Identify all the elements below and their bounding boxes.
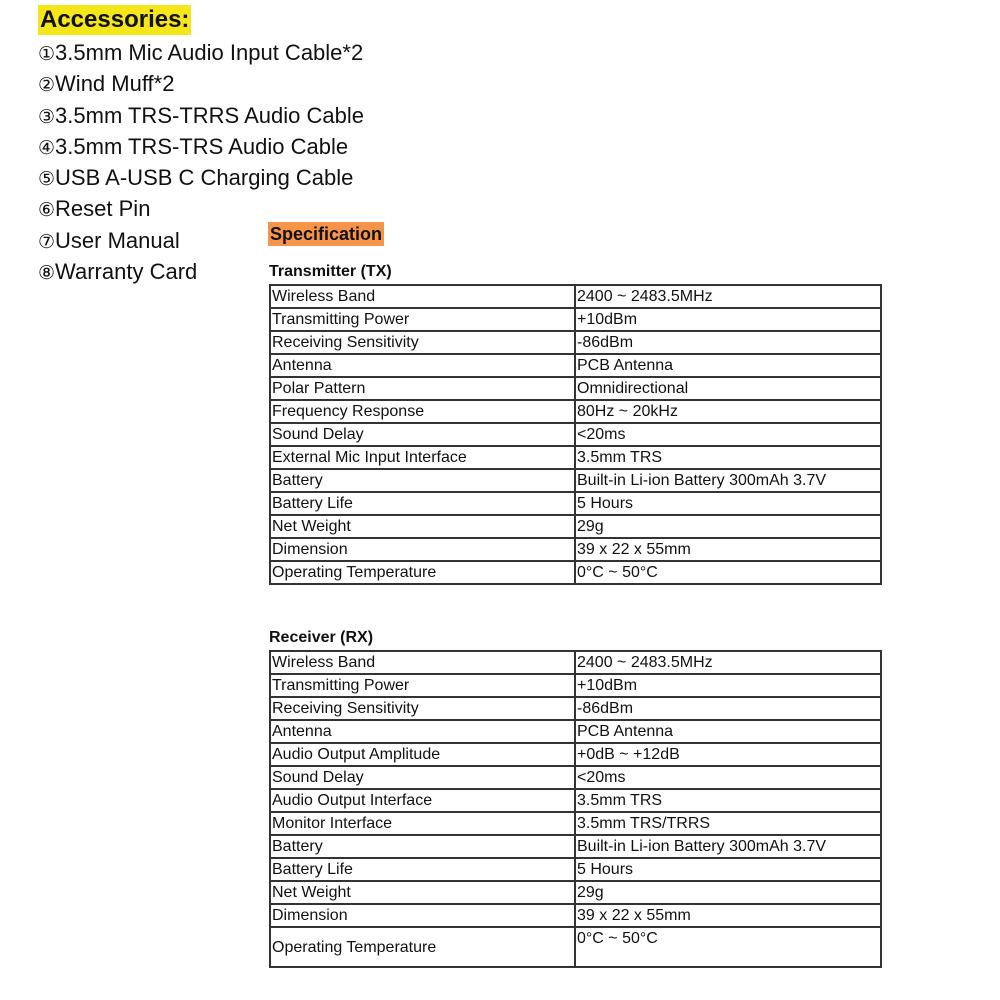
receiver-spec-table <box>269 650 882 968</box>
spec-value: 0°C ~ 50°C <box>575 561 881 584</box>
table-row <box>270 697 881 720</box>
accessories-list <box>38 38 364 288</box>
table-row <box>270 858 881 881</box>
spec-value: 29g <box>575 881 881 904</box>
spec-value: <20ms <box>575 766 881 789</box>
spec-key: Audio Output Interface <box>270 789 575 812</box>
spec-value: Built-in Li-ion Battery 300mAh 3.7V <box>575 469 881 492</box>
table-row <box>270 331 881 354</box>
spec-key: Receiving Sensitivity <box>270 697 575 720</box>
table-row <box>270 377 881 400</box>
spec-key: Transmitting Power <box>270 308 575 331</box>
spec-key: Frequency Response <box>270 400 575 423</box>
table-row <box>270 927 881 967</box>
spec-value: Built-in Li-ion Battery 300mAh 3.7V <box>575 835 881 858</box>
spec-key: Transmitting Power <box>270 674 575 697</box>
spec-key: Dimension <box>270 538 575 561</box>
table-row <box>270 651 881 674</box>
spec-value: Omnidirectional <box>575 377 881 400</box>
table-row <box>270 515 881 538</box>
table-row <box>270 674 881 697</box>
table-row <box>270 835 881 858</box>
list-item <box>38 163 364 194</box>
table-row <box>270 720 881 743</box>
transmitter-spec-table <box>269 284 882 585</box>
item-label: 3.5mm TRS-TRRS Audio Cable <box>55 102 364 128</box>
item-number: ② <box>38 74 56 97</box>
spec-key: Sound Delay <box>270 766 575 789</box>
table-row <box>270 904 881 927</box>
item-label: Reset Pin <box>55 196 151 222</box>
spec-key: Operating Temperature <box>270 927 575 967</box>
item-label: Warranty Card <box>55 259 198 285</box>
spec-value: PCB Antenna <box>575 354 881 377</box>
spec-key: Wireless Band <box>270 651 575 674</box>
item-number: ⑤ <box>38 168 56 191</box>
list-item <box>38 69 364 100</box>
spec-value: 29g <box>575 515 881 538</box>
spec-value: 3.5mm TRS <box>575 789 881 812</box>
spec-key: Net Weight <box>270 881 575 904</box>
spec-key: Antenna <box>270 354 575 377</box>
table-row <box>270 354 881 377</box>
spec-key: Receiving Sensitivity <box>270 331 575 354</box>
spec-key: Antenna <box>270 720 575 743</box>
spec-key: External Mic Input Interface <box>270 446 575 469</box>
table-row <box>270 743 881 766</box>
table-row <box>270 492 881 515</box>
spec-value: 5 Hours <box>575 858 881 881</box>
spec-value: 0°C ~ 50°C <box>575 927 881 967</box>
spec-key: Battery Life <box>270 858 575 881</box>
table-row <box>270 308 881 331</box>
table-row <box>270 789 881 812</box>
item-number: ③ <box>38 105 56 128</box>
item-number: ⑦ <box>38 230 56 253</box>
spec-value: 2400 ~ 2483.5MHz <box>575 651 881 674</box>
table-row <box>270 766 881 789</box>
item-label: 3.5mm TRS-TRS Audio Cable <box>55 133 349 159</box>
spec-value: +10dBm <box>575 308 881 331</box>
spec-value: 3.5mm TRS/TRRS <box>575 812 881 835</box>
item-label: 3.5mm Mic Audio Input Cable*2 <box>55 40 364 65</box>
spec-key: Sound Delay <box>270 423 575 446</box>
specification-title: Specification <box>270 224 383 244</box>
spec-value: 39 x 22 x 55mm <box>575 904 881 927</box>
table-row <box>270 446 881 469</box>
list-item <box>38 38 364 69</box>
spec-key: Polar Pattern <box>270 377 575 400</box>
table-row <box>270 423 881 446</box>
item-label: Wind Muff*2 <box>55 71 175 97</box>
table-row <box>270 469 881 492</box>
list-item <box>38 132 364 163</box>
spec-key: Battery <box>270 469 575 492</box>
item-number: ④ <box>38 136 56 159</box>
spec-key: Operating Temperature <box>270 561 575 584</box>
spec-value: 3.5mm TRS <box>575 446 881 469</box>
list-item <box>38 101 364 132</box>
spec-value: 80Hz ~ 20kHz <box>575 400 881 423</box>
table-row <box>270 561 881 584</box>
table-row <box>270 881 881 904</box>
spec-value: PCB Antenna <box>575 720 881 743</box>
accessories-title: Accessories: <box>40 6 190 33</box>
item-number: ⑥ <box>38 199 56 222</box>
spec-value: 5 Hours <box>575 492 881 515</box>
spec-value: +0dB ~ +12dB <box>575 743 881 766</box>
receiver-title: Receiver (RX) <box>269 629 374 646</box>
spec-key: Net Weight <box>270 515 575 538</box>
spec-key: Wireless Band <box>270 285 575 308</box>
item-label: USB A-USB C Charging Cable <box>55 165 354 191</box>
table-row <box>270 400 881 423</box>
spec-key: Monitor Interface <box>270 812 575 835</box>
table-row <box>270 812 881 835</box>
item-number: ⑧ <box>38 262 56 285</box>
item-number: ① <box>38 43 56 65</box>
spec-value: 39 x 22 x 55mm <box>575 538 881 561</box>
spec-value: <20ms <box>575 423 881 446</box>
spec-value: +10dBm <box>575 674 881 697</box>
spec-value: -86dBm <box>575 697 881 720</box>
spec-value: 2400 ~ 2483.5MHz <box>575 285 881 308</box>
table-row <box>270 285 881 308</box>
item-label: User Manual <box>55 227 180 253</box>
spec-key: Battery Life <box>270 492 575 515</box>
spec-key: Dimension <box>270 904 575 927</box>
spec-value: -86dBm <box>575 331 881 354</box>
table-row <box>270 538 881 561</box>
transmitter-title: Transmitter (TX) <box>269 263 392 280</box>
spec-key: Battery <box>270 835 575 858</box>
spec-key: Audio Output Amplitude <box>270 743 575 766</box>
